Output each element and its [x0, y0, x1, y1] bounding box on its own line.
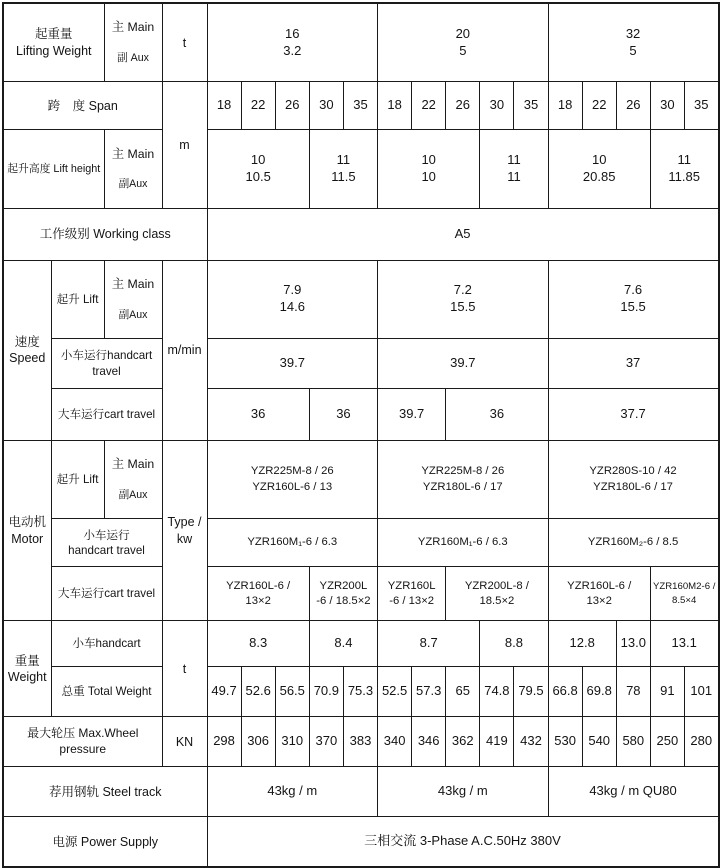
main-aux-header — [104, 130, 162, 208]
speed-cart-value: 39.7 — [378, 389, 446, 441]
lift-height-value: 10 10 — [378, 130, 480, 208]
lift-height-value: 10 10.5 — [207, 130, 309, 208]
weight-handcart-value: 8.3 — [207, 621, 309, 667]
aux-label: 副Aux — [118, 178, 148, 191]
row-speed-lift — [3, 260, 719, 338]
motor-cart-value: YZR160L-6 / 13×2 — [548, 567, 650, 621]
span-value: 18 — [548, 82, 582, 130]
wheel-pressure-value: 280 — [684, 717, 718, 767]
total-weight-value: 52.5 — [378, 667, 412, 717]
total-weight-value: 101 — [684, 667, 718, 717]
row-span — [3, 82, 719, 130]
steel-track-value: 43kg / m QU80 — [548, 767, 718, 817]
lift-height-value: 10 20.85 — [548, 130, 650, 208]
motor-handcart-value: YZR160M₁-6 / 6.3 — [378, 519, 549, 567]
wheel-pressure-value: 580 — [616, 717, 650, 767]
wheel-pressure-value: 432 — [514, 717, 548, 767]
speed-lift-value: 7.6 15.5 — [548, 260, 718, 338]
motor-lift-label: 起升 Lift — [51, 441, 104, 519]
row-power-supply — [3, 817, 719, 867]
total-weight-value: 70.9 — [309, 667, 343, 717]
weight-unit: t — [162, 621, 207, 717]
span-value: 35 — [343, 82, 377, 130]
main-aux-header — [104, 441, 162, 519]
wheel-pressure-label: 最大轮压 Max.Wheel pressure — [3, 717, 162, 767]
motor-cart-value: YZR160L-6 / 13×2 — [207, 567, 309, 621]
motor-handcart-label: 小车运行 handcart travel — [51, 519, 162, 567]
wheel-pressure-value: 530 — [548, 717, 582, 767]
total-weight-value: 79.5 — [514, 667, 548, 717]
speed-handcart-label: 小车运行handcart travel — [51, 339, 162, 389]
lifting-weight-label: 起重量 Lifting Weight — [3, 3, 104, 82]
span-value: 22 — [241, 82, 275, 130]
span-value: 30 — [650, 82, 684, 130]
weight-handcart-value: 13.0 — [616, 621, 650, 667]
span-value: 30 — [480, 82, 514, 130]
weight-handcart-value: 8.8 — [480, 621, 548, 667]
row-motor-cart — [3, 567, 719, 621]
lifting-weight-value: 20 5 — [378, 3, 549, 82]
row-motor-lift — [3, 441, 719, 519]
aux-label: 副Aux — [118, 488, 148, 501]
span-value: 35 — [514, 82, 548, 130]
wheel-pressure-value: 298 — [207, 717, 241, 767]
wheel-pressure-value: 419 — [480, 717, 514, 767]
wheel-pressure-value: 250 — [650, 717, 684, 767]
lifting-weight-value: 32 5 — [548, 3, 718, 82]
motor-lift-value: YZR225M-8 / 26 YZR160L-6 / 13 — [207, 441, 378, 519]
motor-handcart-value: YZR160M₂-6 / 8.5 — [548, 519, 718, 567]
motor-cart-value: YZR200L-8 / 18.5×2 — [446, 567, 548, 621]
weight-handcart-value: 8.7 — [378, 621, 480, 667]
row-working-class — [3, 208, 719, 260]
total-weight-value: 52.6 — [241, 667, 275, 717]
total-weight-value: 66.8 — [548, 667, 582, 717]
row-motor-handcart — [3, 519, 719, 567]
steel-track-value: 43kg / m — [378, 767, 549, 817]
wheel-pressure-value: 310 — [275, 717, 309, 767]
total-weight-value: 57.3 — [412, 667, 446, 717]
total-weight-value: 49.7 — [207, 667, 241, 717]
span-value: 18 — [378, 82, 412, 130]
aux-label: 副 Aux — [117, 51, 149, 64]
motor-lift-value: YZR280S-10 / 42 YZR180L-6 / 17 — [548, 441, 718, 519]
total-weight-value: 75.3 — [343, 667, 377, 717]
wheel-pressure-value: 306 — [241, 717, 275, 767]
wheel-pressure-value: 540 — [582, 717, 616, 767]
span-label: 跨 度 Span — [3, 82, 162, 130]
speed-handcart-value: 39.7 — [378, 339, 549, 389]
weight-handcart-value: 8.4 — [309, 621, 377, 667]
working-class-value: A5 — [207, 208, 719, 260]
row-speed-handcart — [3, 339, 719, 389]
span-unit: m — [162, 82, 207, 208]
speed-cart-value: 37.7 — [548, 389, 718, 441]
lift-height-value: 11 11.85 — [650, 130, 718, 208]
weight-handcart-value: 12.8 — [548, 621, 616, 667]
span-value: 22 — [582, 82, 616, 130]
span-value: 26 — [616, 82, 650, 130]
total-weight-value: 91 — [650, 667, 684, 717]
speed-section-label: 速度 Speed — [3, 260, 51, 440]
main-aux-header — [104, 260, 162, 338]
speed-cart-value: 36 — [309, 389, 377, 441]
weight-handcart-label: 小车handcart — [51, 621, 162, 667]
span-value: 18 — [207, 82, 241, 130]
wheel-pressure-value: 370 — [309, 717, 343, 767]
row-speed-cart — [3, 389, 719, 441]
motor-cart-value: YZR160L -6 / 13×2 — [378, 567, 446, 621]
speed-cart-value: 36 — [207, 389, 309, 441]
row-lift-height — [3, 130, 719, 208]
total-weight-value: 78 — [616, 667, 650, 717]
span-value: 26 — [446, 82, 480, 130]
span-value: 30 — [309, 82, 343, 130]
speed-handcart-value: 39.7 — [207, 339, 378, 389]
power-supply-value: 三相交流 3-Phase A.C.50Hz 380V — [207, 817, 719, 867]
main-label: 主 Main — [111, 20, 155, 35]
span-value: 26 — [275, 82, 309, 130]
main-label: 主 Main — [111, 457, 155, 472]
total-weight-label: 总重 Total Weight — [51, 667, 162, 717]
wheel-pressure-value: 340 — [378, 717, 412, 767]
wheel-pressure-value: 346 — [412, 717, 446, 767]
motor-cart-value: YZR200L -6 / 18.5×2 — [309, 567, 377, 621]
row-total-weight — [3, 667, 719, 717]
wheel-pressure-value: 383 — [343, 717, 377, 767]
row-steel-track — [3, 767, 719, 817]
lift-height-value: 11 11 — [480, 130, 548, 208]
motor-unit: Type / kw — [162, 441, 207, 621]
row-lifting-weight — [3, 3, 719, 82]
working-class-label: 工作级别 Working class — [3, 208, 207, 260]
speed-cart-label: 大车运行cart travel — [51, 389, 162, 441]
row-weight-handcart — [3, 621, 719, 667]
lifting-weight-value: 16 3.2 — [207, 3, 378, 82]
lifting-weight-unit: t — [162, 3, 207, 82]
total-weight-value: 56.5 — [275, 667, 309, 717]
speed-lift-label: 起升 Lift — [51, 260, 104, 338]
main-label: 主 Main — [111, 146, 155, 161]
total-weight-value: 65 — [446, 667, 480, 717]
lift-height-label: 起升高度 Lift height — [3, 130, 104, 208]
aux-label: 副Aux — [118, 308, 148, 321]
speed-cart-value: 36 — [446, 389, 548, 441]
weight-section-label: 重量 Weight — [3, 621, 51, 717]
main-label: 主 Main — [111, 276, 155, 291]
total-weight-value: 69.8 — [582, 667, 616, 717]
total-weight-value: 74.8 — [480, 667, 514, 717]
power-supply-label: 电源 Power Supply — [3, 817, 207, 867]
main-aux-header — [104, 3, 162, 82]
speed-lift-value: 7.2 15.5 — [378, 260, 549, 338]
lift-height-value: 11 11.5 — [309, 130, 377, 208]
speed-handcart-value: 37 — [548, 339, 718, 389]
steel-track-value: 43kg / m — [207, 767, 378, 817]
weight-handcart-value: 13.1 — [650, 621, 718, 667]
speed-lift-value: 7.9 14.6 — [207, 260, 378, 338]
crane-spec-table — [2, 2, 720, 868]
motor-lift-value: YZR225M-8 / 26 YZR180L-6 / 17 — [378, 441, 549, 519]
wheel-pressure-value: 362 — [446, 717, 480, 767]
motor-cart-label: 大车运行cart travel — [51, 567, 162, 621]
speed-unit: m/min — [162, 260, 207, 440]
motor-handcart-value: YZR160M₁-6 / 6.3 — [207, 519, 378, 567]
steel-track-label: 荐用钢轨 Steel track — [3, 767, 207, 817]
row-wheel-pressure — [3, 717, 719, 767]
span-value: 35 — [684, 82, 718, 130]
wheel-pressure-unit: KN — [162, 717, 207, 767]
motor-cart-value: YZR160M2-6 / 8.5×4 — [650, 567, 718, 621]
span-value: 22 — [412, 82, 446, 130]
motor-section-label: 电动机 Motor — [3, 441, 51, 621]
